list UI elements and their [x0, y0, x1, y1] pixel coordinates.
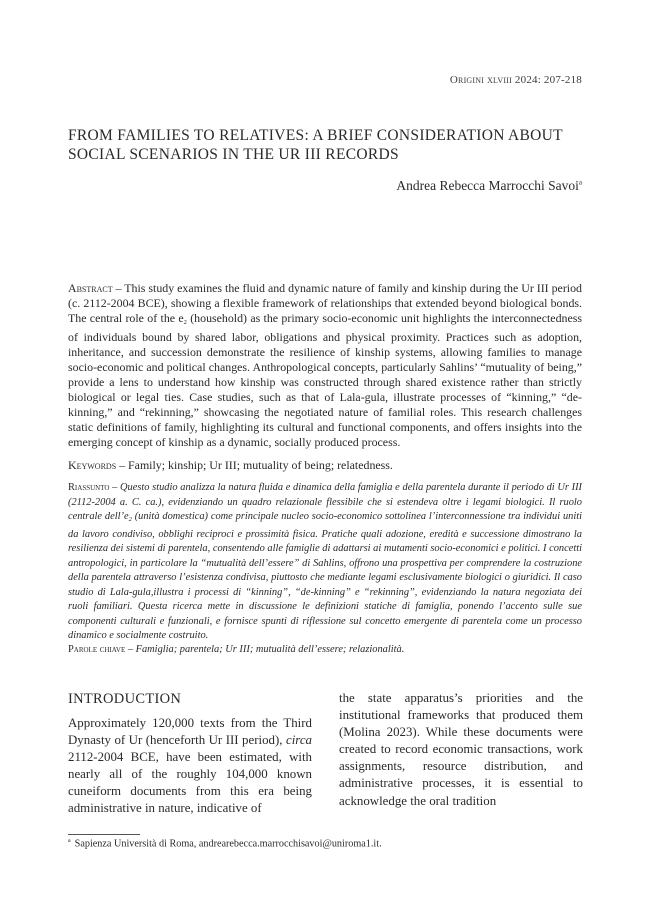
riassunto-text-part2: (unità domestica) come principale nucleo socio-economico sottolinea l’interconnessione tra individui uniti da lavoro condiviso, obblighi reciproci e prossimità fisica. Pratiche quali adozione, eredità e successione dimostrano la resilienza dei sistemi di parentela, consentendo alle famiglie di adattarsi ai mutamenti socio-economici e politici. I concetti antropologici, in particolare la “mutualità dell’essere” di Sahlins, offrono una prospettiva per comprendere la costruzione della parentela attraverso l’esistenza condivisa, piuttosto che mediante legami esclusivamente biologici o giuridici. Il caso studio di Lala-gula,illustra i processi di “kinning”, “de-kinning” e “rekinning”, evidenziando la natura negoziata dei ruoli familiari. Questa ricerca mette in discussione le definizioni statiche di famiglia, ponendo l’accento sulle sue componenti culturali e funzionali, e fornisce spunti di riflessione sul concetto emergente di parentela come un processo dinamico e socialmente costruito.: [68, 511, 582, 642]
year-pages: 2024: 207-218: [514, 74, 582, 86]
footnote-divider: [68, 834, 140, 835]
abstract-text-part1: This study examines the fluid and dynamic nature of family and kinship during the Ur III period (c. 2112-2004 BCE), showing a flexible framework of relationships that extended beyond biological bonds. The central role of the e: [68, 281, 582, 326]
parole-chiave-dash: –: [125, 644, 136, 655]
journal-name: Origini xlviii: [449, 74, 512, 86]
keywords-text: Family; kinship; Ur III; mutuality of being; relatedness.: [128, 458, 393, 472]
parole-chiave-label: Parole chiave: [68, 644, 126, 655]
keywords-label: Keywords: [68, 458, 117, 472]
abstract-label: Abstract: [68, 281, 113, 295]
article-title: FROM FAMILIES TO RELATIVES: A BRIEF CONSIDERATION ABOUT SOCIAL SCENARIOS IN THE UR III RECORDS: [68, 127, 563, 163]
intro-left-text-part1: Approximately 120,000 texts from the Third Dynasty of Ur (henceforth Ur III period),: [68, 716, 312, 748]
footnote: [68, 838, 382, 849]
abstract: [68, 281, 582, 451]
introduction-left-column: [68, 690, 312, 818]
intro-left-text-part2: 2112-2004 BCE, have been estimated, with nearly all of the roughly 104,000 known cuneiform documents from this era being administrative in nature, indicative of: [68, 750, 312, 816]
parole-chiave-text: Famiglia; parentela; Ur III; mutualità dell’essere; relazionalità.: [135, 644, 405, 655]
abstract-dash: –: [112, 281, 125, 295]
riassunto: [68, 481, 582, 644]
introduction-paragraph-right: the state apparatus’s priorities and the institutional frameworks that produced them (Molina 2023). While these documents were created to record economic transactions, work assignments, resource distribution, and administrative processes, it is essential to acknowledge the oral tradition: [339, 691, 583, 808]
section-heading-introduction: INTRODUCTION: [68, 691, 182, 707]
abstract-text-part2: (household) as the primary socio-economic unit highlights the interconnectedness of individuals bound by shared labor, obligations and physical proximity. Practices such as adoption, inheritance, and succession demonstrate the resilience of kinship systems, allowing families to manage socio-economic and political changes. Anthropological concepts, particularly Sahlins’ “mutuality of being,” provide a lens to understand how kinship was constructed through shared existence rather than strictly biological or legal ties. Case studies, such as that of Lala-gula, illustrate processes of “kinning,” “de-kinning,” and “rekinning,” showcasing the negotiated nature of familial roles. This research challenges static definitions of family, highlighting its cultural and functional components, and offers insights into the emerging concept of kinship as a dynamic, socially produced process.: [68, 311, 582, 450]
riassunto-text-part1: Questo studio analizza la natura fluida e dinamica della famiglia e della parentela durante il periodo di Ur III (2112-2004 a. C. ca.), evidenziando un quadro relazionale flessibile che si estendeva oltre i legami biologici. Il ruolo centrale dell’e: [68, 482, 583, 523]
author-footnote-mark: a: [578, 178, 582, 187]
riassunto-subscript: 2: [128, 516, 132, 524]
abstract-subscript: 2: [183, 319, 187, 327]
footnote-text: Sapienza Università di Roma, andrearebecca.marrocchisavoi@uniroma1.it.: [74, 838, 382, 850]
introduction-right-column: [339, 690, 583, 810]
keywords-dash: –: [116, 458, 129, 472]
author-line: [396, 178, 582, 194]
riassunto-label: Riassunto: [68, 482, 110, 493]
intro-circa: circa: [285, 733, 312, 748]
running-header: [450, 74, 582, 86]
footnote-mark: a: [68, 838, 71, 844]
author-name: Andrea Rebecca Marrocchi Savoi: [396, 178, 579, 193]
introduction-paragraph-left: [68, 715, 312, 818]
parole-chiave: [68, 643, 582, 657]
riassunto-dash: –: [109, 482, 121, 493]
keywords: [68, 458, 582, 473]
